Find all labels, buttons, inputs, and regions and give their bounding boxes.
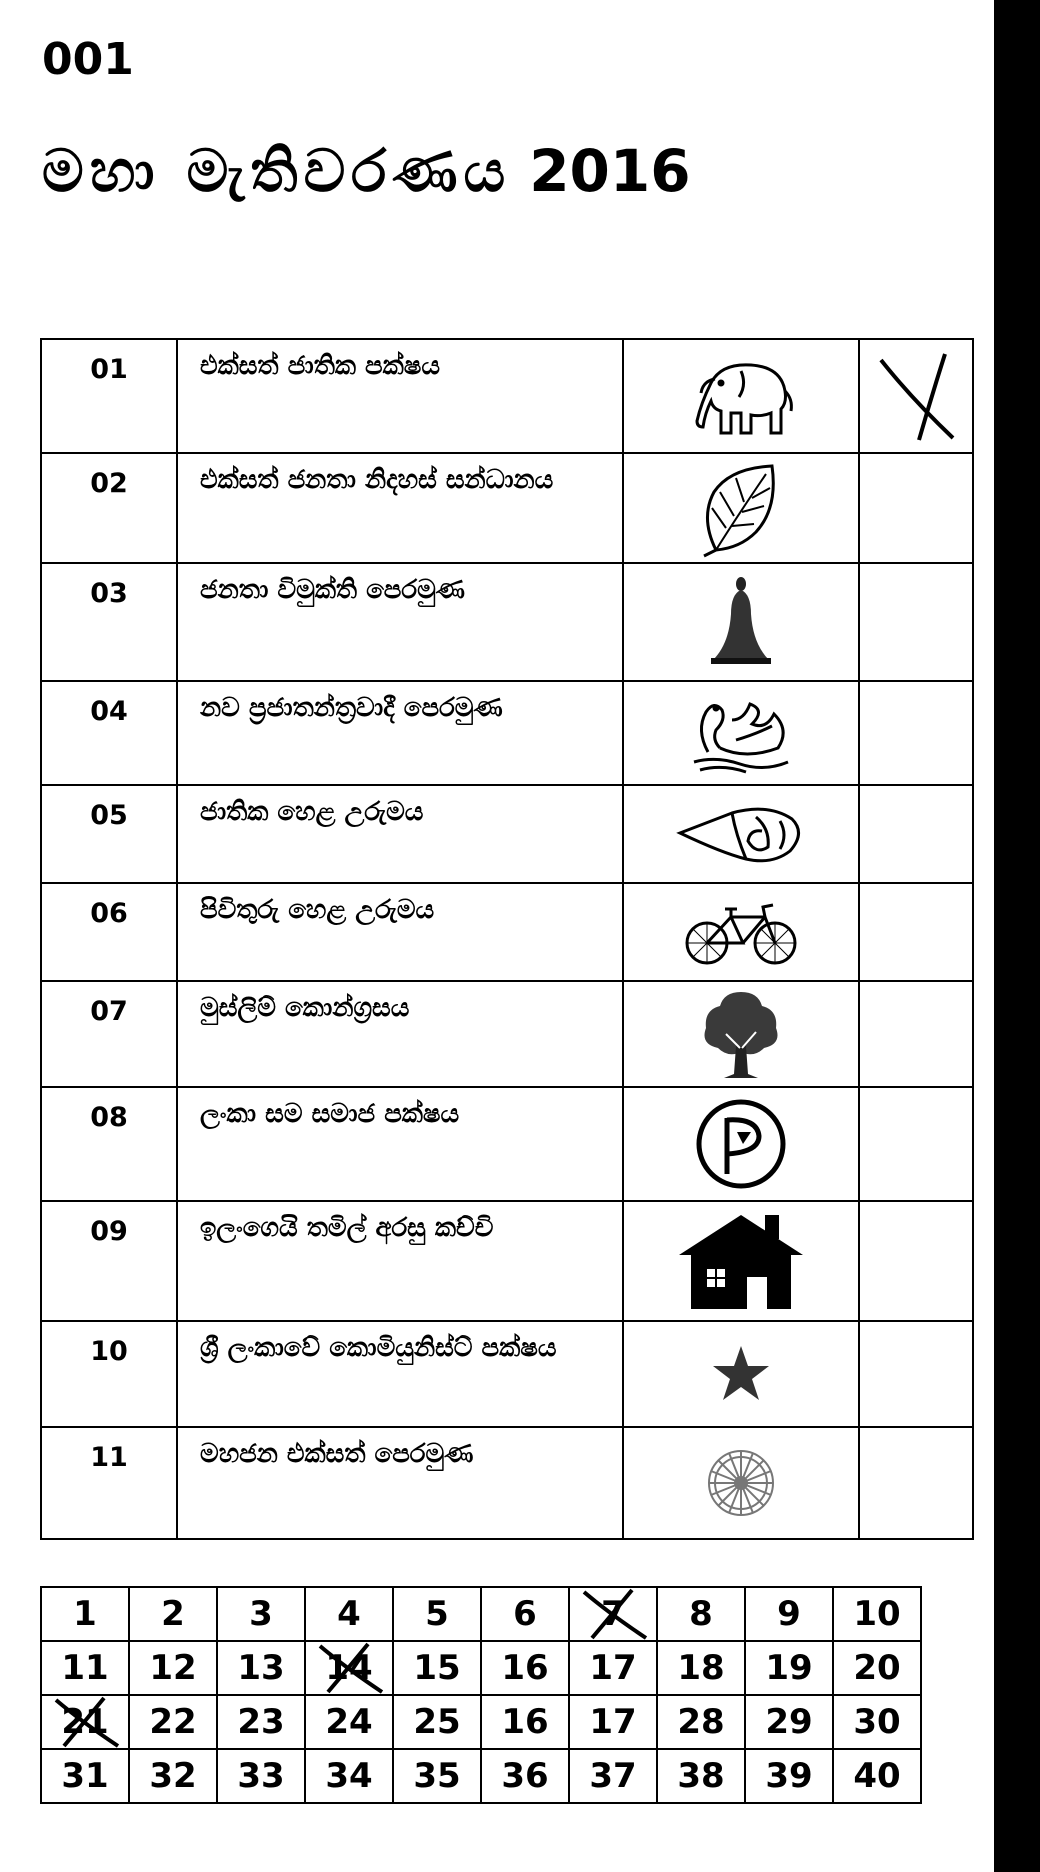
- party-symbol-cell: [623, 453, 859, 563]
- party-symbol-cell: [623, 563, 859, 681]
- bell-icon: [701, 574, 781, 670]
- party-symbol-cell: [623, 785, 859, 883]
- preference-number: 2: [161, 1594, 185, 1634]
- party-name: මහජන එක්සත් පෙරමුණ: [177, 1427, 623, 1539]
- preference-number: 13: [237, 1648, 285, 1688]
- preference-cell[interactable]: [129, 1587, 217, 1641]
- preference-cell[interactable]: [481, 1749, 569, 1803]
- party-row: [41, 339, 973, 453]
- preference-number: 34: [325, 1756, 373, 1796]
- preference-cell[interactable]: [305, 1587, 393, 1641]
- preference-cell[interactable]: [217, 1749, 305, 1803]
- preference-cell[interactable]: [41, 1749, 129, 1803]
- preference-cell[interactable]: [305, 1695, 393, 1749]
- party-number: 10: [41, 1321, 177, 1427]
- preference-number: 20: [853, 1648, 901, 1688]
- preference-number: 6: [513, 1594, 537, 1634]
- preference-number: 28: [677, 1702, 725, 1742]
- party-symbol-cell: [623, 981, 859, 1087]
- preference-row: [41, 1587, 921, 1641]
- party-symbol-cell: [623, 339, 859, 453]
- preference-number: 5: [425, 1594, 449, 1634]
- preference-number: 39: [765, 1756, 813, 1796]
- vote-box[interactable]: [859, 563, 973, 681]
- preference-number: 30: [853, 1702, 901, 1742]
- preference-number: 1: [73, 1594, 97, 1634]
- preference-number: 22: [149, 1702, 197, 1742]
- preference-row: [41, 1641, 921, 1695]
- vote-box[interactable]: [859, 453, 973, 563]
- party-row: [41, 785, 973, 883]
- preference-number: 4: [337, 1594, 361, 1634]
- preference-cell[interactable]: [569, 1695, 657, 1749]
- party-number: 07: [41, 981, 177, 1087]
- preference-number: 29: [765, 1702, 813, 1742]
- party-name: ශ්‍රී ලංකාවේ කොමියුනිස්ට් පක්ෂය: [177, 1321, 623, 1427]
- preference-number: 8: [689, 1594, 713, 1634]
- ballot-title-text: මහා මැතිවරණය: [42, 137, 512, 205]
- party-symbol-cell: [623, 883, 859, 981]
- scan-edge-bar: [994, 0, 1040, 1872]
- wheel-icon: [701, 1443, 781, 1523]
- preference-number: 11: [61, 1648, 109, 1688]
- star-icon: [711, 1344, 771, 1404]
- preference-cell[interactable]: [481, 1587, 569, 1641]
- preference-cell[interactable]: [393, 1749, 481, 1803]
- preference-cell[interactable]: [305, 1749, 393, 1803]
- preference-cell[interactable]: [41, 1641, 129, 1695]
- party-number: 05: [41, 785, 177, 883]
- preference-number: 35: [413, 1756, 461, 1796]
- preference-number: 17: [589, 1648, 637, 1688]
- preference-cell[interactable]: [833, 1641, 921, 1695]
- preference-cell[interactable]: [833, 1749, 921, 1803]
- party-symbol-cell: [623, 1087, 859, 1201]
- preference-cell[interactable]: [393, 1587, 481, 1641]
- preference-cell[interactable]: [129, 1749, 217, 1803]
- ballot-title-year: 2016: [529, 137, 691, 205]
- party-number: 01: [41, 339, 177, 453]
- preference-cell[interactable]: [745, 1641, 833, 1695]
- party-row: [41, 1087, 973, 1201]
- preference-number: 10: [853, 1594, 901, 1634]
- preference-number: 3: [249, 1594, 273, 1634]
- preference-number: 19: [765, 1648, 813, 1688]
- party-number: 02: [41, 453, 177, 563]
- party-row: [41, 563, 973, 681]
- elephant-icon: [681, 353, 801, 439]
- preference-number: 17: [589, 1702, 637, 1742]
- preference-number: 31: [61, 1756, 109, 1796]
- vote-box[interactable]: [859, 1087, 973, 1201]
- party-name: නව ප්‍රජාතන්ත්‍රවාදී පෙරමුණ: [177, 681, 623, 785]
- preference-cell[interactable]: [481, 1641, 569, 1695]
- party-name: ලංකා සම සමාජ පක්ෂය: [177, 1087, 623, 1201]
- party-name: මුස්ලිම් කොන්ග්‍රසය: [177, 981, 623, 1087]
- party-number: 08: [41, 1087, 177, 1201]
- vote-box[interactable]: [859, 681, 973, 785]
- preference-cell[interactable]: [217, 1641, 305, 1695]
- preference-number: 24: [325, 1702, 373, 1742]
- vote-box[interactable]: [859, 883, 973, 981]
- vote-box[interactable]: [859, 1201, 973, 1321]
- ballot-title: [42, 137, 691, 205]
- preference-row: [41, 1749, 921, 1803]
- party-name: ජනතා විමුක්ති පෙරමුණ: [177, 563, 623, 681]
- preference-cell[interactable]: [657, 1587, 745, 1641]
- party-row: [41, 681, 973, 785]
- preference-cell[interactable]: [41, 1587, 129, 1641]
- preference-cell[interactable]: [833, 1695, 921, 1749]
- preference-cell[interactable]: [745, 1587, 833, 1641]
- party-row: [41, 1427, 973, 1539]
- party-name: පිවිතුරු හෙළ උරුමය: [177, 883, 623, 981]
- preference-number: 32: [149, 1756, 197, 1796]
- party-symbol-cell: [623, 1321, 859, 1427]
- party-number: 03: [41, 563, 177, 681]
- preference-number: 23: [237, 1702, 285, 1742]
- preference-cell[interactable]: [657, 1641, 745, 1695]
- party-number: 09: [41, 1201, 177, 1321]
- preference-cell[interactable]: [569, 1749, 657, 1803]
- party-row: [41, 1321, 973, 1427]
- preference-number: 21: [61, 1702, 109, 1742]
- party-name: එක්සත් ජනතා නිදහස් සන්ධානය: [177, 453, 623, 563]
- preference-cell[interactable]: [41, 1695, 129, 1749]
- party-name: එක්සත් ජාතික පක්ෂය: [177, 339, 623, 453]
- conch-icon: [676, 799, 806, 869]
- vote-box[interactable]: [859, 339, 973, 453]
- party-symbol-cell: [623, 1427, 859, 1539]
- preference-cell[interactable]: [481, 1695, 569, 1749]
- preference-cell[interactable]: [129, 1695, 217, 1749]
- preference-cell[interactable]: [833, 1587, 921, 1641]
- preference-number: 15: [413, 1648, 461, 1688]
- preference-number: 16: [501, 1648, 549, 1688]
- preference-number: 18: [677, 1648, 725, 1688]
- tree-icon: [696, 986, 786, 1082]
- house-icon: [675, 1209, 807, 1313]
- swan-icon: [686, 690, 796, 776]
- party-row: [41, 883, 973, 981]
- preference-number: 25: [413, 1702, 461, 1742]
- preference-number: 9: [777, 1594, 801, 1634]
- party-row: [41, 1201, 973, 1321]
- party-symbol-cell: [623, 681, 859, 785]
- party-number: 04: [41, 681, 177, 785]
- preference-cell[interactable]: [745, 1695, 833, 1749]
- party-number: 06: [41, 883, 177, 981]
- flag-circle-icon: [693, 1096, 789, 1192]
- preference-number-grid: [40, 1586, 922, 1804]
- preference-cell[interactable]: [745, 1749, 833, 1803]
- preference-cell[interactable]: [217, 1587, 305, 1641]
- preference-cell[interactable]: [393, 1641, 481, 1695]
- vote-box[interactable]: [859, 1321, 973, 1427]
- vote-box[interactable]: [859, 981, 973, 1087]
- preference-number: 37: [589, 1756, 637, 1796]
- preference-cell[interactable]: [305, 1641, 393, 1695]
- preference-number: 16: [501, 1702, 549, 1742]
- preference-number: 36: [501, 1756, 549, 1796]
- preference-number: 7: [601, 1594, 625, 1634]
- preference-cell[interactable]: [569, 1641, 657, 1695]
- preference-row: [41, 1695, 921, 1749]
- party-row: [41, 453, 973, 563]
- preference-number: 38: [677, 1756, 725, 1796]
- vote-cross-mark: [871, 348, 961, 444]
- party-name: ඉලංගෙයි තමිල් අරසු කච්චි: [177, 1201, 623, 1321]
- preference-cell[interactable]: [393, 1695, 481, 1749]
- preference-number: 14: [325, 1648, 373, 1688]
- preference-number: 33: [237, 1756, 285, 1796]
- bicycle-icon: [681, 897, 801, 967]
- preference-cell[interactable]: [217, 1695, 305, 1749]
- preference-cell[interactable]: [657, 1749, 745, 1803]
- ballot-serial-number: 001: [42, 34, 134, 85]
- vote-box[interactable]: [859, 1427, 973, 1539]
- leaf-icon: [696, 458, 786, 558]
- party-number: 11: [41, 1427, 177, 1539]
- party-row: [41, 981, 973, 1087]
- preference-cell[interactable]: [129, 1641, 217, 1695]
- preference-number: 12: [149, 1648, 197, 1688]
- vote-box[interactable]: [859, 785, 973, 883]
- preference-cell[interactable]: [569, 1587, 657, 1641]
- preference-number: 40: [853, 1756, 901, 1796]
- party-symbol-cell: [623, 1201, 859, 1321]
- party-name: ජාතික හෙළ උරුමය: [177, 785, 623, 883]
- preference-cell[interactable]: [657, 1695, 745, 1749]
- party-ballot-table: [40, 338, 974, 1540]
